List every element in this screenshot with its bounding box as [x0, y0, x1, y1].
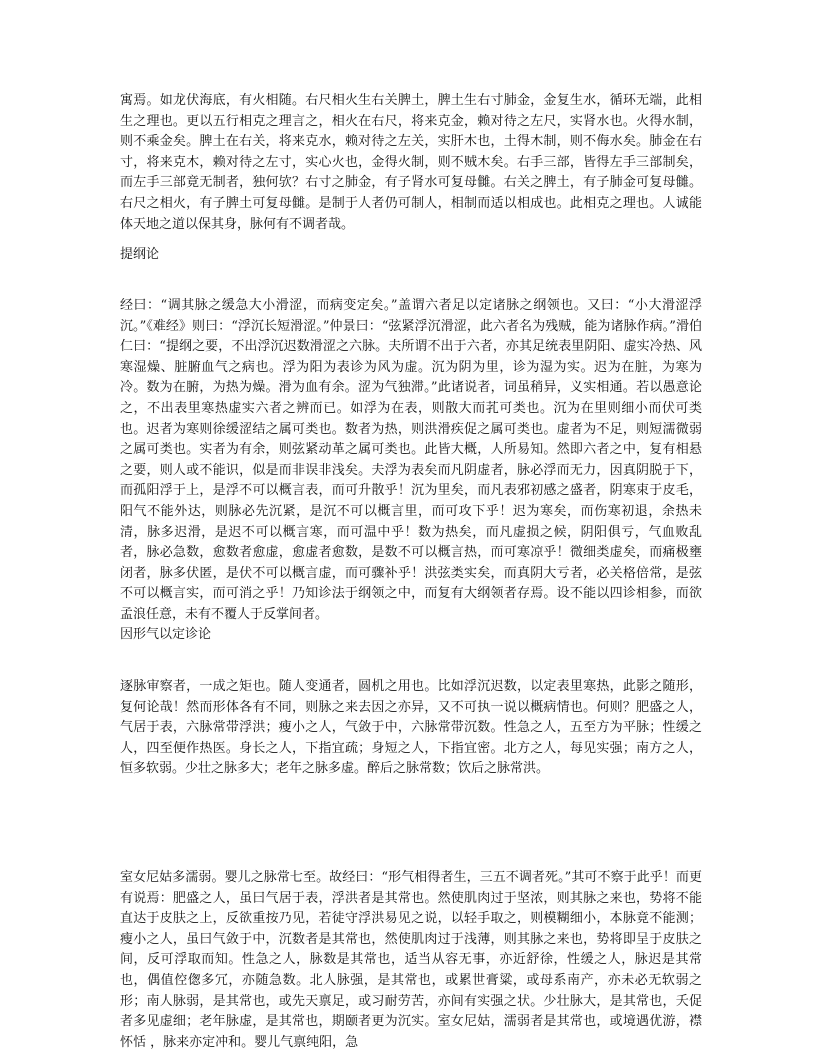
paragraph: 室女尼姑多濡弱。婴儿之脉常七至。故经曰：“形气相得者生，三五不调者死。”其可不察于此乎！而更有说焉：肥盛之人，虽曰气居于表，浮洪者是其常也。然使肌肉过于坚浓，则其脉之来也，势将不能直达于皮肤之上，反欲重按乃见，若徒守浮洪易见之说，以轻手取之，则模糊细小，本脉竟不能测；瘦小之人，虽曰气敛于中，沉数者是其常也，然使肌肉过于浅薄，则其脉之来也，势将即呈于皮肤之间，反可浮取而知。性急之人，脉数是其常也，适当从容无事，亦近舒徐，性缓之人，脉迟是其常也，偶值倥偬多冗，亦随急数。北人脉强，是其常也，或累世膏粱，或母系南产，亦未必无软弱之形；南人脉弱，是其常也，或先天禀足，或习耐劳苦，亦间有实强之状。少壮脉大，是其常也，夭促者多见虚细；老年脉虚，是其常也，期颐者更为沉实。室女尼姑，濡弱者是其常也，或境遇优游，襟怀恬 ，脉来亦定冲和。婴儿气禀纯阳，急	[120, 870, 702, 1050]
paragraph: 经曰：“调其脉之缓急大小滑涩，而病变定矣。”盖谓六者足以定诸脉之纲领也。又曰：“小大滑涩浮沉。”《难经》则曰：“浮沉长短滑涩。”仲景曰：“弦紧浮沉滑涩，此六者名为残贼，能为诸脉作病。”滑伯仁曰：“提纲之要，不出浮沉迟数滑涩之六脉。夫所谓不出于六者，亦其足统表里阴阳、虚实冷热、风寒湿燥、脏腑血气之病也。浮为阳为表诊为风为虚。沉为阴为里，诊为湿为实。迟为在脏，为寒为冷。数为在腑，为热为燥。滑为血有余。涩为气独滞。”此诸说者，词虽稍异，义实相通。若以愚意论之，不出表里寒热虚实六者之辨而已。如浮为在表，则散大而芤可类也。沉为在里则细小而伏可类也。迟者为寒则徐缓涩结之属可类也。数者为热，则洪滑疾促之属可类也。虚者为不足，则短濡微弱之属可类也。实者为有余，则弦紧动革之属可类也。此皆大概，人所易知。然即六者之中，复有相悬之要，则人或不能识，似是而非误非浅矣。夫浮为表矣而凡阴虚者，脉必浮而无力，因真阴脱于下，而孤阳浮于上，是浮不可以概言表，而可升散乎！沉为里矣，而凡表邪初感之盛者，阴寒束于皮毛，阳气不能外达，则脉必先沉紧，是沉不可以概言里，而可攻下乎！迟为寒矣，而伤寒初退，余热未清，脉多迟滑，是迟不可以概言寒，而可温中乎！数为热矣，而凡虚损之候，阴阳俱亏，气血败乱者，脉必急数，愈数者愈虚，愈虚者愈数，是数不可以概言热，而可寒凉乎！微细类虚矣，而痛极壅闭者，脉多伏匿，是伏不可以概言虚，而可骤补乎！洪弦类实矣，而真阴大亏者，必关格倍常，是弦不可以概言实，而可消之乎！乃知诊法于纲领之中，而复有大纲领者存焉。设不能以四诊相参，而欲孟浪任意，未有不覆人于反掌间者。	[120, 298, 702, 622]
paragraph: 逐脉审察者，一成之矩也。随人变通者，圆机之用也。比如浮沉迟数，以定表里寒热，此影之随形，复何论哉！然而形体各有不同，则脉之来去因之亦异，又不可执一说以概病情也。何则？肥盛之人，气居于表，六脉常带浮洪；瘦小之人，气敛于中，六脉常带沉数。性急之人，五至方为平脉；性缓之人，四至便作热医。身长之人，下指宜疏；身短之人，下指宜密。北方之人，每见实强；南方之人，恒多软弱。少壮之脉多大；老年之脉多虚。醉后之脉常数；饮后之脉常洪。	[120, 679, 702, 777]
paragraph: 寓焉。如龙伏海底，有火相随。右尺相火生右关脾土，脾土生右寸肺金，金复生水，循环无端，此相生之理也。更以五行相克之理言之，相火在右尺，将来克金，赖对待之左尺，实肾水也。火得水制，则不乘金矣。脾土在右关，将来克水，赖对待之左关，实肝木也，土得木制，则不侮水矣。肺金在右寸，将来克木，赖对待之左寸，实心火也，金得火制，则不贼木矣。右手三部，皆得左手三部制矣，而左手三部竟无制者，独何欤？右寸之肺金，有子肾水可复母雠。右关之脾土，有子肺金可复母雠。右尺之相火，有子脾土可复母雠。是制于人者仍可制人，相制而适以相成也。此相克之理也。人诚能体天地之道以保其身，脉何有不调者哉。	[120, 93, 702, 232]
section-heading: 提纲论	[120, 247, 160, 262]
section-heading: 因形气以定诊论	[120, 627, 212, 642]
